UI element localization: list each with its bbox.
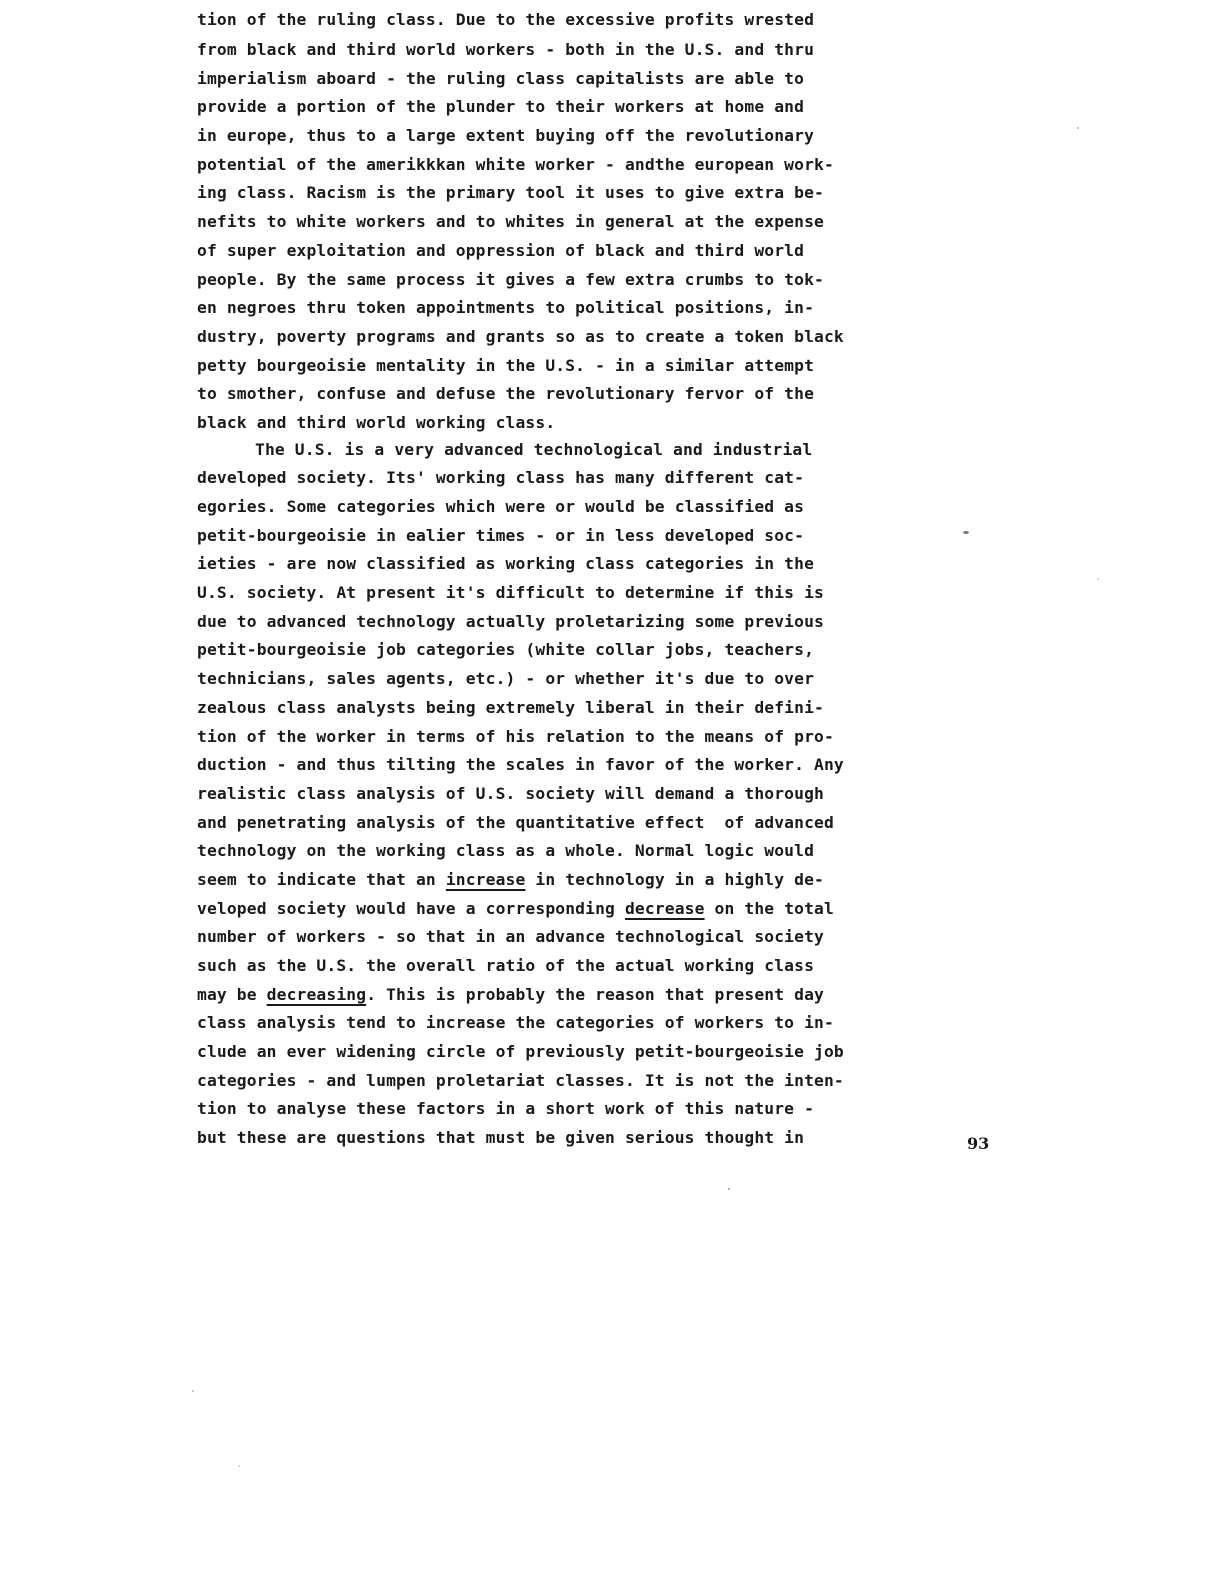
- text-segment: . This is probably the reason that present day: [366, 984, 825, 1004]
- text-line: from black and third world workers - both in the U.S. and thru: [197, 40, 815, 59]
- text-line: due to advanced technology actually proletarizing some previous: [197, 611, 824, 631]
- text-line: petit-bourgeoisie job categories (white collar jobs, teachers,: [197, 640, 815, 660]
- text-line: zealous class analysts being extremely liberal in their defini-: [197, 697, 824, 717]
- text-line: but these are questions that must be given serious thought in: [197, 1128, 805, 1148]
- scan-speck: [1077, 127, 1079, 129]
- text-line: and penetrating analysis of the quantitative effect of advanced: [197, 812, 834, 832]
- text-line: such as the U.S. the overall ratio of the actual working class: [197, 956, 815, 975]
- text-line: U.S. society. At present it's difficult to determine if this is: [197, 583, 824, 603]
- text-line: petit-bourgeoisie in ealier times - or in less developed soc-: [197, 525, 805, 545]
- text-line: imperialism aboard - the ruling class capitalists are able to: [197, 68, 805, 88]
- text-line: tion to analyse these factors in a short work of this nature -: [197, 1099, 815, 1119]
- text-line: en negroes thru token appointments to political positions, in-: [197, 298, 815, 318]
- text-line: potential of the amerikkkan white worker - andthe european work-: [197, 154, 834, 174]
- scan-speck: [1097, 578, 1099, 580]
- text-line: [197, 895, 957, 924]
- underlined-word: increase: [445, 869, 526, 889]
- text-segment: in technology in a highly de-: [525, 869, 825, 889]
- text-line: egories. Some categories which were or would be classified as: [197, 497, 805, 516]
- text-segment: veloped society would have a corresponding: [197, 898, 625, 918]
- text-line: categories - and lumpen proletariat classes. It is not the inten-: [197, 1070, 844, 1090]
- text-line: developed society. Its' working class has many different cat-: [197, 468, 805, 488]
- text-line: ieties - are now classified as working class categories in the: [197, 554, 815, 574]
- text-line: [197, 866, 957, 895]
- underlined-word: decrease: [624, 898, 705, 918]
- text-line: black and third world working class.: [197, 412, 556, 432]
- page-number: 93: [967, 1134, 990, 1153]
- text-segment: seem to indicate that an: [197, 869, 446, 889]
- text-line: tion of the ruling class. Due to the excessive profits wrested: [197, 10, 815, 29]
- text-line: technicians, sales agents, etc.) - or whether it's due to over: [197, 669, 815, 689]
- scan-speck: [963, 531, 969, 534]
- scan-speck: [238, 1465, 240, 1467]
- text-line: technology on the working class as a whole. Normal logic would: [197, 841, 815, 861]
- body-text: [197, 10, 957, 1153]
- text-line: of super exploitation and oppression of black and third world: [197, 240, 805, 260]
- text-segment: on the total: [704, 898, 834, 918]
- text-line: duction - and thus tilting the scales in favor of the worker. Any: [197, 755, 844, 775]
- text-line: petty bourgeoisie mentality in the U.S. - in a similar attempt: [197, 355, 815, 375]
- text-line: number of workers - so that in an advance technological society: [197, 927, 824, 947]
- text-line: dustry, poverty programs and grants so as to create a token black: [197, 326, 844, 346]
- scan-speck: [728, 1188, 730, 1190]
- text-line: realistic class analysis of U.S. society will demand a thorough: [197, 783, 824, 803]
- text-line: people. By the same process it gives a few extra crumbs to tok-: [197, 269, 824, 289]
- scan-speck: [192, 1390, 194, 1392]
- text-line: class analysis tend to increase the categories of workers to in-: [197, 1013, 834, 1033]
- text-line: ing class. Racism is the primary tool it uses to give extra be-: [197, 183, 824, 203]
- underlined-word: decreasing: [266, 984, 367, 1004]
- text-line: clude an ever widening circle of previously petit-bourgeoisie job: [197, 1042, 844, 1062]
- text-line: tion of the worker in terms of his relation to the means of pro-: [197, 726, 834, 746]
- text-line: The U.S. is a very advanced technological and industrial: [255, 439, 813, 459]
- text-line: to smother, confuse and defuse the revolutionary fervor of the: [197, 384, 815, 404]
- text-line: provide a portion of the plunder to their workers at home and: [197, 97, 805, 117]
- text-line: in europe, thus to a large extent buying off the revolutionary: [197, 126, 815, 146]
- text-segment: may be: [197, 984, 267, 1004]
- text-line: nefits to white workers and to whites in general at the expense: [197, 212, 824, 232]
- text-line: [197, 981, 957, 1010]
